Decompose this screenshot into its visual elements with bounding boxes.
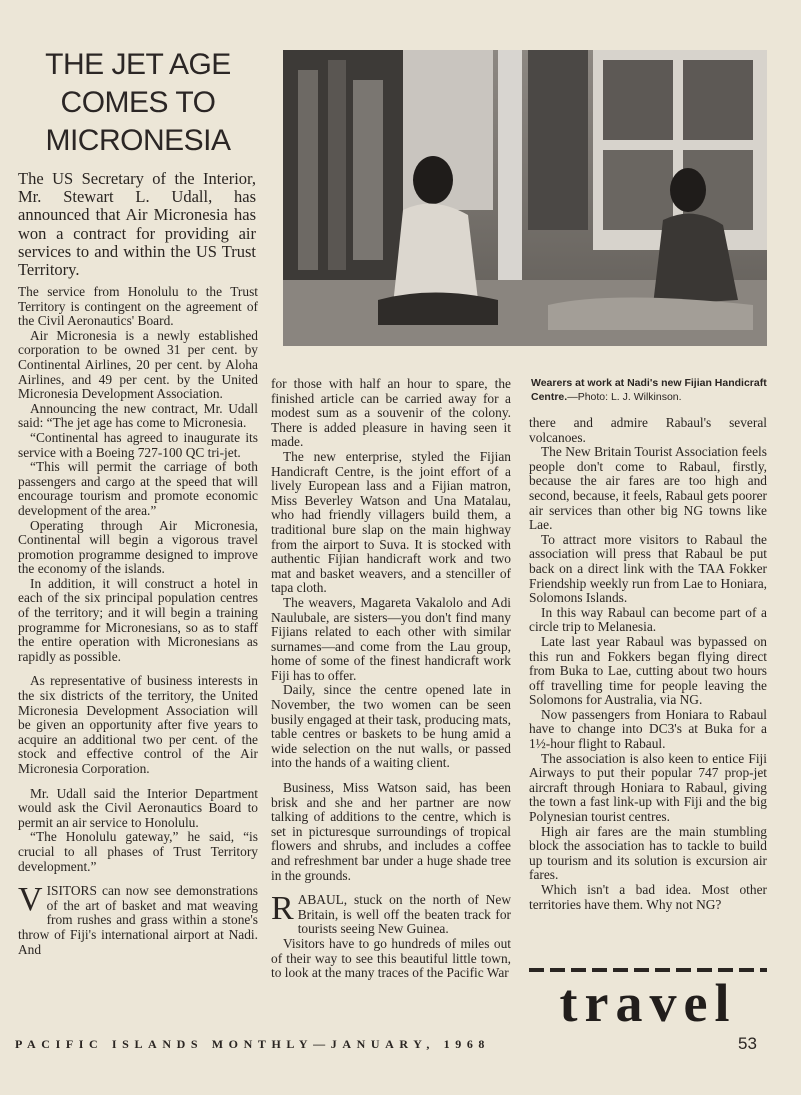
paragraph: To attract more visitors to Rabaul the association will press that Rabaul be put back on a direct link with the TAA Fokker Friendship weekly run from Lae to Honiara, Solomons Islands.	[529, 531, 767, 606]
paragraph: Announcing the new contract, Mr. Udall said: “The jet age has come to Micronesia.	[18, 400, 258, 431]
paragraph: Daily, since the centre opened late in November, the two women can be seen busily engaged at their task, producing mats, table centres or baskets to be hung amid a wide selection on the nut walls, or passed into the hands of a waiting client.	[271, 682, 511, 771]
paragraph: The weavers, Magareta Vakalolo and Adi Naulubale, are sisters—you don't find many Fijians related to each other with similar surnames—and come from the Lau group, home of some of the finest handicraft work Fiji has to offer.	[271, 594, 511, 683]
lead-paragraph: The US Secretary of the Interior, Mr. Stewart L. Udall, has announced that Air Micronesia has won a contract for providing air services to and within the US Trust Territory.	[18, 169, 256, 280]
column-3	[529, 416, 767, 912]
paragraph: The new enterprise, styled the Fijian Handicraft Centre, is the joint effort of a lively European lass and a Fijian matron, Miss Beverley Watson and Una Matalau, who had friendly villagers build them, a traditional bure slap on the main highway from the airport to Suva. It is stocked with authentic Fijian handicraft work and two mat and basket weavers, and a stenciller of tapa cloth.	[271, 448, 511, 596]
rabaul-paragraph	[271, 890, 511, 937]
paragraph: Business, Miss Watson said, has been brisk and she and her partner are now talking of additions to the centre, which is set in picturesque surroundings of tropical flowers and shrubs, and includes a coffee and refreshment bar under a huge shade tree in the grounds.	[271, 780, 511, 883]
column-1	[18, 285, 258, 957]
drop-cap: V	[18, 881, 43, 919]
dashed-divider	[529, 968, 767, 972]
paragraph: Air Micronesia is a newly established corporation to be owned 31 per cent. by Continental Airlines, 20 per cent. by Aloha Airlines, and 49 per cent. by the United Micronesia Development Association.	[18, 327, 258, 402]
page-number: 53	[738, 1034, 757, 1053]
article-headline	[18, 46, 258, 160]
paragraph: “The Honolulu gateway,” he said, “is crucial to all phases of Trust Territory development.”	[18, 829, 258, 874]
page-footer: PACIFIC ISLANDS MONTHLY—JANUARY, 1968	[15, 1037, 491, 1051]
paragraph: Which isn't a bad idea. Most other territories have them. Why not NG?	[529, 882, 767, 912]
paragraph: In addition, it will construct a hotel in each of the six principal population centres of the territory; and it will begin a training programme for Micronesians, so as to staff the entire operation with Micronesians as rapidly as possible.	[18, 575, 258, 664]
visitors-text: ISITORS can now see demonstrations of the art of basket and mat weaving from rushes and grass within a stone's throw of Fiji's international airport at Nadi. And	[18, 883, 258, 957]
paragraph: The association is also keen to entice Fiji Airways to put their popular 747 prop-jet aircraft through Honiara to Rabaul, giving the town a fast link-up with Fiji and the big Polynesian tourist centres.	[529, 750, 767, 825]
drop-cap: R	[271, 890, 294, 928]
paragraph: Visitors have to go hundreds of miles out of their way to see this beautiful little town, to look at the many traces of the Pacific War	[271, 935, 511, 981]
paragraph: there and admire Rabaul's several volcanoes.	[529, 415, 767, 445]
paragraph: Now passengers from Honiara to Rabaul have to change into DC3's at Buka for a 1½-hour flight to Rabaul.	[529, 706, 767, 752]
visitors-paragraph	[18, 881, 258, 957]
paragraph: The service from Honolulu to the Trust Territory is contingent on the agreement of the Civil Aeronautics' Board.	[18, 284, 258, 329]
weavers-photo-image	[283, 50, 767, 346]
section-label: travel	[559, 973, 737, 1033]
paragraph: for those with half an hour to spare, the finished article can be carried away for a modest sum as a souvenir of the colony. There is added pleasure in having seen it made.	[271, 376, 511, 450]
headline-line-3: MICRONESIA	[45, 124, 231, 157]
paragraph: “This will permit the carriage of both passengers and cargo at the speed that will encourage tourism and promote economic development of the area.”	[18, 459, 258, 518]
paragraph: Mr. Udall said the Interior Department would ask the Civil Aeronautics Board to permit an air service to Honolulu.	[18, 785, 258, 830]
headline-line-2: COMES TO	[60, 86, 216, 119]
photo-caption	[531, 376, 769, 404]
photo-credit: —Photo: L. J. Wilkinson.	[567, 391, 682, 403]
paragraph: “Continental has agreed to inaugurate its service with a Boeing 727-100 QC tri-jet.	[18, 429, 258, 460]
article-photo	[283, 50, 767, 346]
paragraph: The New Britain Tourist Association feels people don't come to Rabaul, firstly, because the air fares are too high and second, because, it feels, Rabaul gets poorer air services than other big NG towns like Lae.	[529, 444, 767, 533]
paragraph: In this way Rabaul can become part of a circle trip to Melanesia.	[529, 604, 767, 635]
headline-line-1: THE JET AGE	[45, 48, 231, 81]
column-2	[271, 377, 511, 981]
paragraph: As representative of business interests in the six districts of the territory, the United Micronesia Development Association will be given an opportunity after five years to acquire an additional two per cent. of the stock and effective control of the Air Micronesia Corporation.	[18, 673, 258, 776]
paragraph: Operating through Air Micronesia, Continental will begin a vigorous travel promotion programme designed to improve the economy of the islands.	[18, 517, 258, 577]
paragraph: Late last year Rabaul was bypassed on this run and Fokkers began flying direct from Buka to Lae, cutting about two hours off travelling time for people leaving the Solomons for Australia, via NG.	[529, 633, 767, 708]
rabaul-text: ABAUL, stuck on the north of New Britain, is well off the beaten track for tourists seeing New Guinea.	[297, 892, 511, 937]
caption-text: Wearers at work at Nadi's new Fijian Handicraft Centre.	[531, 377, 767, 403]
paragraph: High air fares are the main stumbling block the association has to tackle to build up tourism and its solution is excursion air fares.	[529, 823, 767, 883]
